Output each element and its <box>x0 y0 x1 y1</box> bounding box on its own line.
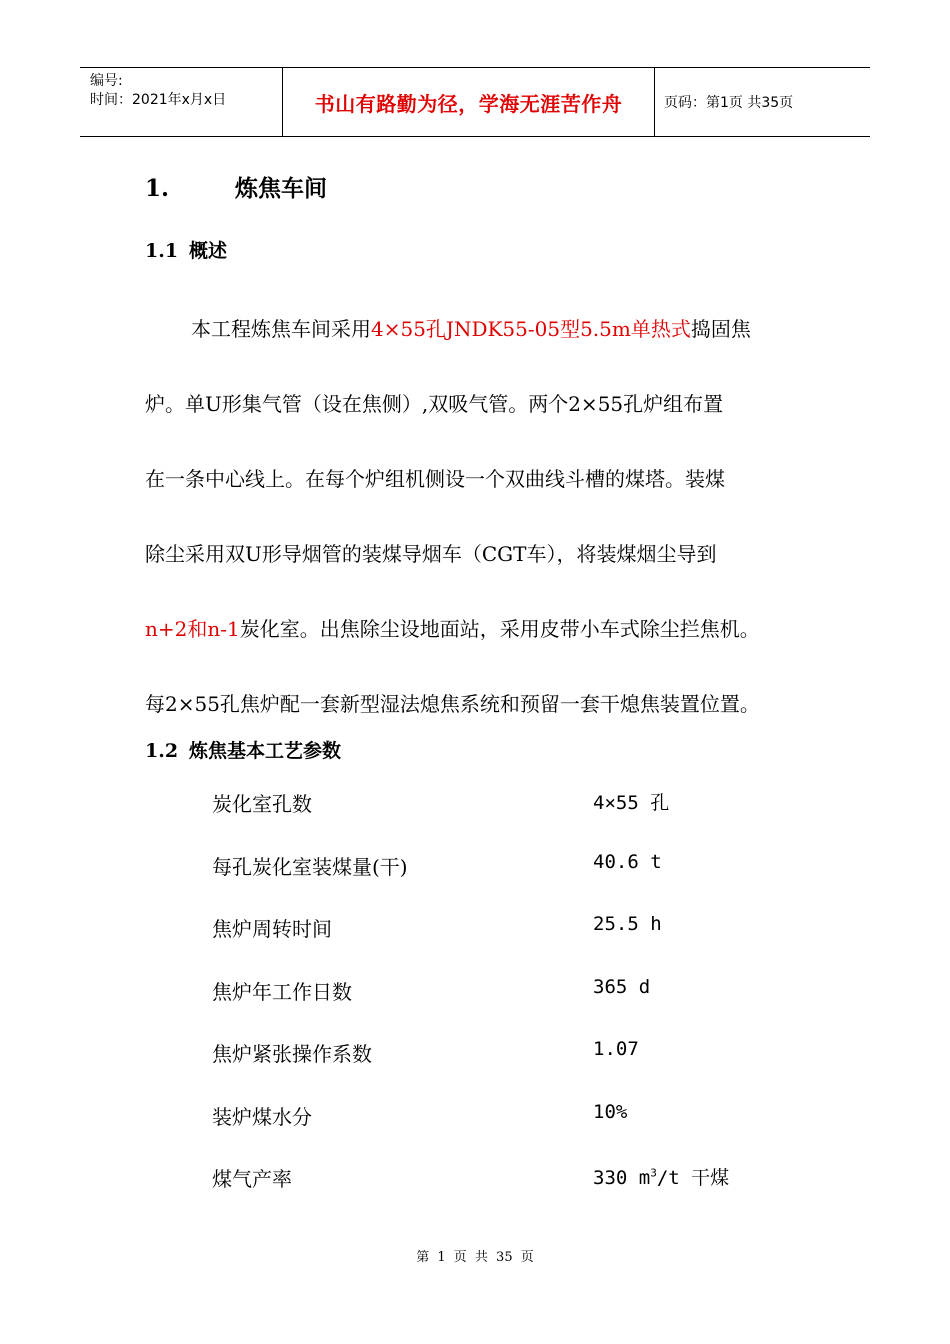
header-meta <box>80 68 282 136</box>
parameter-row <box>212 1101 772 1164</box>
parameter-name: 焦炉年工作日数 <box>212 979 352 1004</box>
parameter-row <box>212 851 772 914</box>
paragraph-line <box>145 592 825 667</box>
paragraph-line: 除尘采用双U形导烟管的装煤导烟车（CGT车），将装煤烟尘导到 <box>145 542 717 566</box>
subsection-title: 概述 <box>189 240 228 262</box>
paragraph-text: 本工程炼焦车间采用 <box>191 317 371 341</box>
highlighted-text: n+2和n-1 <box>145 617 240 641</box>
subsection-heading-parameters <box>145 736 341 763</box>
parameter-value-main: 330 m <box>593 1167 651 1189</box>
section-number: 1. <box>145 175 170 202</box>
parameter-value-superscript: 3 <box>650 1166 657 1180</box>
subsection-number: 1.2 <box>145 740 179 762</box>
subsection-heading-overview <box>145 236 227 263</box>
parameter-value <box>593 1163 729 1190</box>
header-page-info: 页码：第1页 共35页 <box>664 95 794 111</box>
page-footer: 第 1 页 共 35 页 <box>416 1250 534 1265</box>
parameter-row <box>212 913 772 976</box>
parameter-name: 每孔炭化室装煤量(干) <box>212 854 408 879</box>
paragraph-line: 炉。单U形集气管（设在焦侧）,双吸气管。两个2×55孔炉组布置 <box>145 392 724 416</box>
header-motto: 书山有路勤为径，学海无涯苦作舟 <box>282 68 655 136</box>
parameter-name: 焦炉紧张操作系数 <box>212 1042 372 1066</box>
section-heading <box>145 170 327 203</box>
parameter-value: 25.5 h <box>593 913 662 935</box>
parameter-row <box>212 1163 772 1226</box>
parameter-value: 40.6 t <box>593 850 662 873</box>
parameter-name: 煤气产率 <box>212 1167 292 1191</box>
parameter-value: 1.07 <box>593 1038 639 1060</box>
highlighted-text: 4×55孔JNDK55-05型5.5m单热式 <box>371 317 691 341</box>
document-header <box>80 67 870 137</box>
parameter-value: 10% <box>593 1100 628 1123</box>
paragraph-text: 炭化室。出焦除尘设地面站，采用皮带小车式除尘拦焦机。 <box>239 617 760 641</box>
subsection-title: 炼焦基本工艺参数 <box>189 740 342 762</box>
paragraph-line: 每2×55孔焦炉配一套新型湿法熄焦系统和预留一套干熄焦装置位置。 <box>145 692 760 716</box>
overview-paragraph <box>145 292 825 742</box>
parameter-name: 炭化室孔数 <box>212 792 312 816</box>
parameter-name: 焦炉周转时间 <box>212 917 332 941</box>
paragraph-line: 在一条中心线上。在每个炉组机侧设一个双曲线斗槽的煤塔。装煤 <box>145 467 725 491</box>
document-date: 时间：2021年x月x日 <box>90 92 227 108</box>
subsection-number: 1.1 <box>145 240 179 262</box>
section-title: 炼焦车间 <box>235 175 327 202</box>
parameter-name: 装炉煤水分 <box>212 1104 312 1129</box>
parameter-row <box>212 788 772 851</box>
paragraph-text: 捣固焦 <box>690 317 751 341</box>
parameter-list <box>212 788 772 1226</box>
parameter-row <box>212 976 772 1039</box>
paragraph-line <box>145 292 825 367</box>
document-number-label: 编号: <box>90 73 123 89</box>
parameter-value: 4×55 孔 <box>593 792 670 814</box>
parameter-value: 365 d <box>593 975 651 998</box>
parameter-row <box>212 1038 772 1101</box>
parameter-value-unit: /t 干煤 <box>656 1167 730 1189</box>
